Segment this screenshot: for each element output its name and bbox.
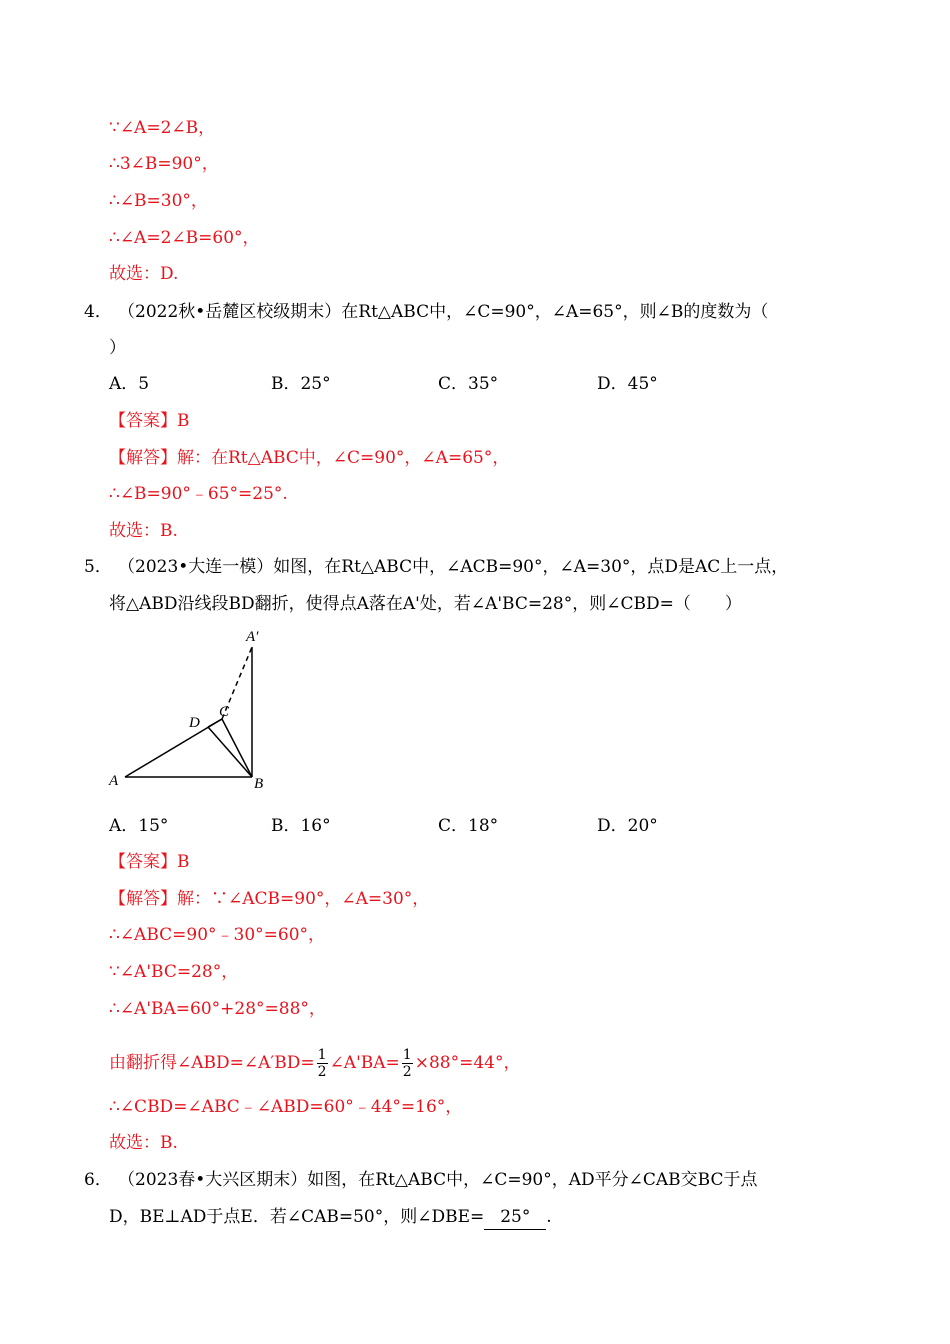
solution-choice: 故选：B. [109, 1133, 178, 1153]
triangle-figure [105, 625, 285, 795]
solution-line: ∴∠CBD=∠ABC﹣∠ABD=60°﹣44°=16°， [109, 1097, 463, 1117]
solution-line: 【解答】解：∵∠ACB=90°，∠A=30°， [109, 889, 430, 909]
solution-line: ∵∠A=2∠B， [109, 118, 216, 138]
question-stem: （2023•大连一模）如图，在Rt△ABC中，∠ACB=90°，∠A=30°，点D是AC上一点， [118, 557, 789, 577]
fold-middle: ∠A'BA= [329, 1053, 400, 1073]
fraction-half: $\frac{1}{2}$ [317, 1047, 327, 1080]
answer-blank: 25° [484, 1205, 546, 1230]
label-a: A [109, 773, 119, 789]
stem-text: D，BE⊥AD于点E．若∠CAB=50°，则∠DBE= [109, 1207, 485, 1227]
solution-line: ∴∠ABC=90°﹣30°=60°， [109, 925, 326, 945]
segment-ac [125, 719, 222, 777]
stem-end: . [546, 1207, 552, 1227]
question-stem: （2023春•大兴区期末）如图，在Rt△ABC中，∠C=90°，AD平分∠CAB交BC于点 [118, 1170, 758, 1190]
label-b: B [254, 776, 264, 792]
option-b: B．16° [271, 816, 331, 836]
option-d: D．20° [597, 816, 658, 836]
answer: 【答案】B [109, 411, 190, 431]
question-number: 6． [84, 1170, 112, 1190]
solution-line: ∴3∠B=90°， [109, 154, 219, 174]
question-stem: （2022秋•岳麓区校级期末）在Rt△ABC中，∠C=90°，∠A=65°，则∠B的度数为（ [118, 302, 769, 322]
solution-line: ∴∠A'BA=60°+28°=88°， [109, 999, 326, 1019]
solution-line: ∴∠B=30°， [109, 191, 208, 211]
question-stem-cont [109, 1205, 552, 1230]
option-c: C．35° [438, 374, 499, 394]
solution-line: ∵∠A'BC=28°， [109, 962, 239, 982]
solution-line: 【解答】解：在Rt△ABC中，∠C=90°，∠A=65°， [109, 448, 510, 468]
fold-prefix: 由翻折得∠ABD=∠A′BD= [109, 1053, 315, 1073]
question-stem-cont: ） [109, 338, 126, 358]
question-stem-cont: 将△ABD沿线段BD翻折，使得点A落在A'处，若∠A'BC=28°，则∠CBD=（ ） [109, 594, 742, 614]
option-a: A．15° [109, 816, 169, 836]
fold-solution-line [109, 1046, 520, 1080]
fold-suffix: ×88°=44°， [414, 1053, 521, 1073]
label-a-prime: A′ [246, 629, 259, 645]
fraction-half: $\frac{1}{2}$ [402, 1047, 412, 1080]
label-c: C [219, 704, 230, 720]
question-number: 4． [84, 302, 112, 322]
option-c: C．18° [438, 816, 499, 836]
solution-line: ∴∠B=90°﹣65°=25°. [109, 484, 288, 504]
solution-line: ∴∠A=2∠B=60°， [109, 228, 260, 248]
solution-choice: 故选：D. [109, 264, 179, 284]
option-b: B．25° [271, 374, 331, 394]
answer: 【答案】B [109, 852, 190, 872]
solution-choice: 故选：B. [109, 521, 178, 541]
question-number: 5． [84, 557, 112, 577]
label-d: D [189, 715, 200, 731]
segment-dc [208, 719, 222, 727]
option-d: D．45° [597, 374, 658, 394]
option-a: A．5 [109, 374, 150, 394]
